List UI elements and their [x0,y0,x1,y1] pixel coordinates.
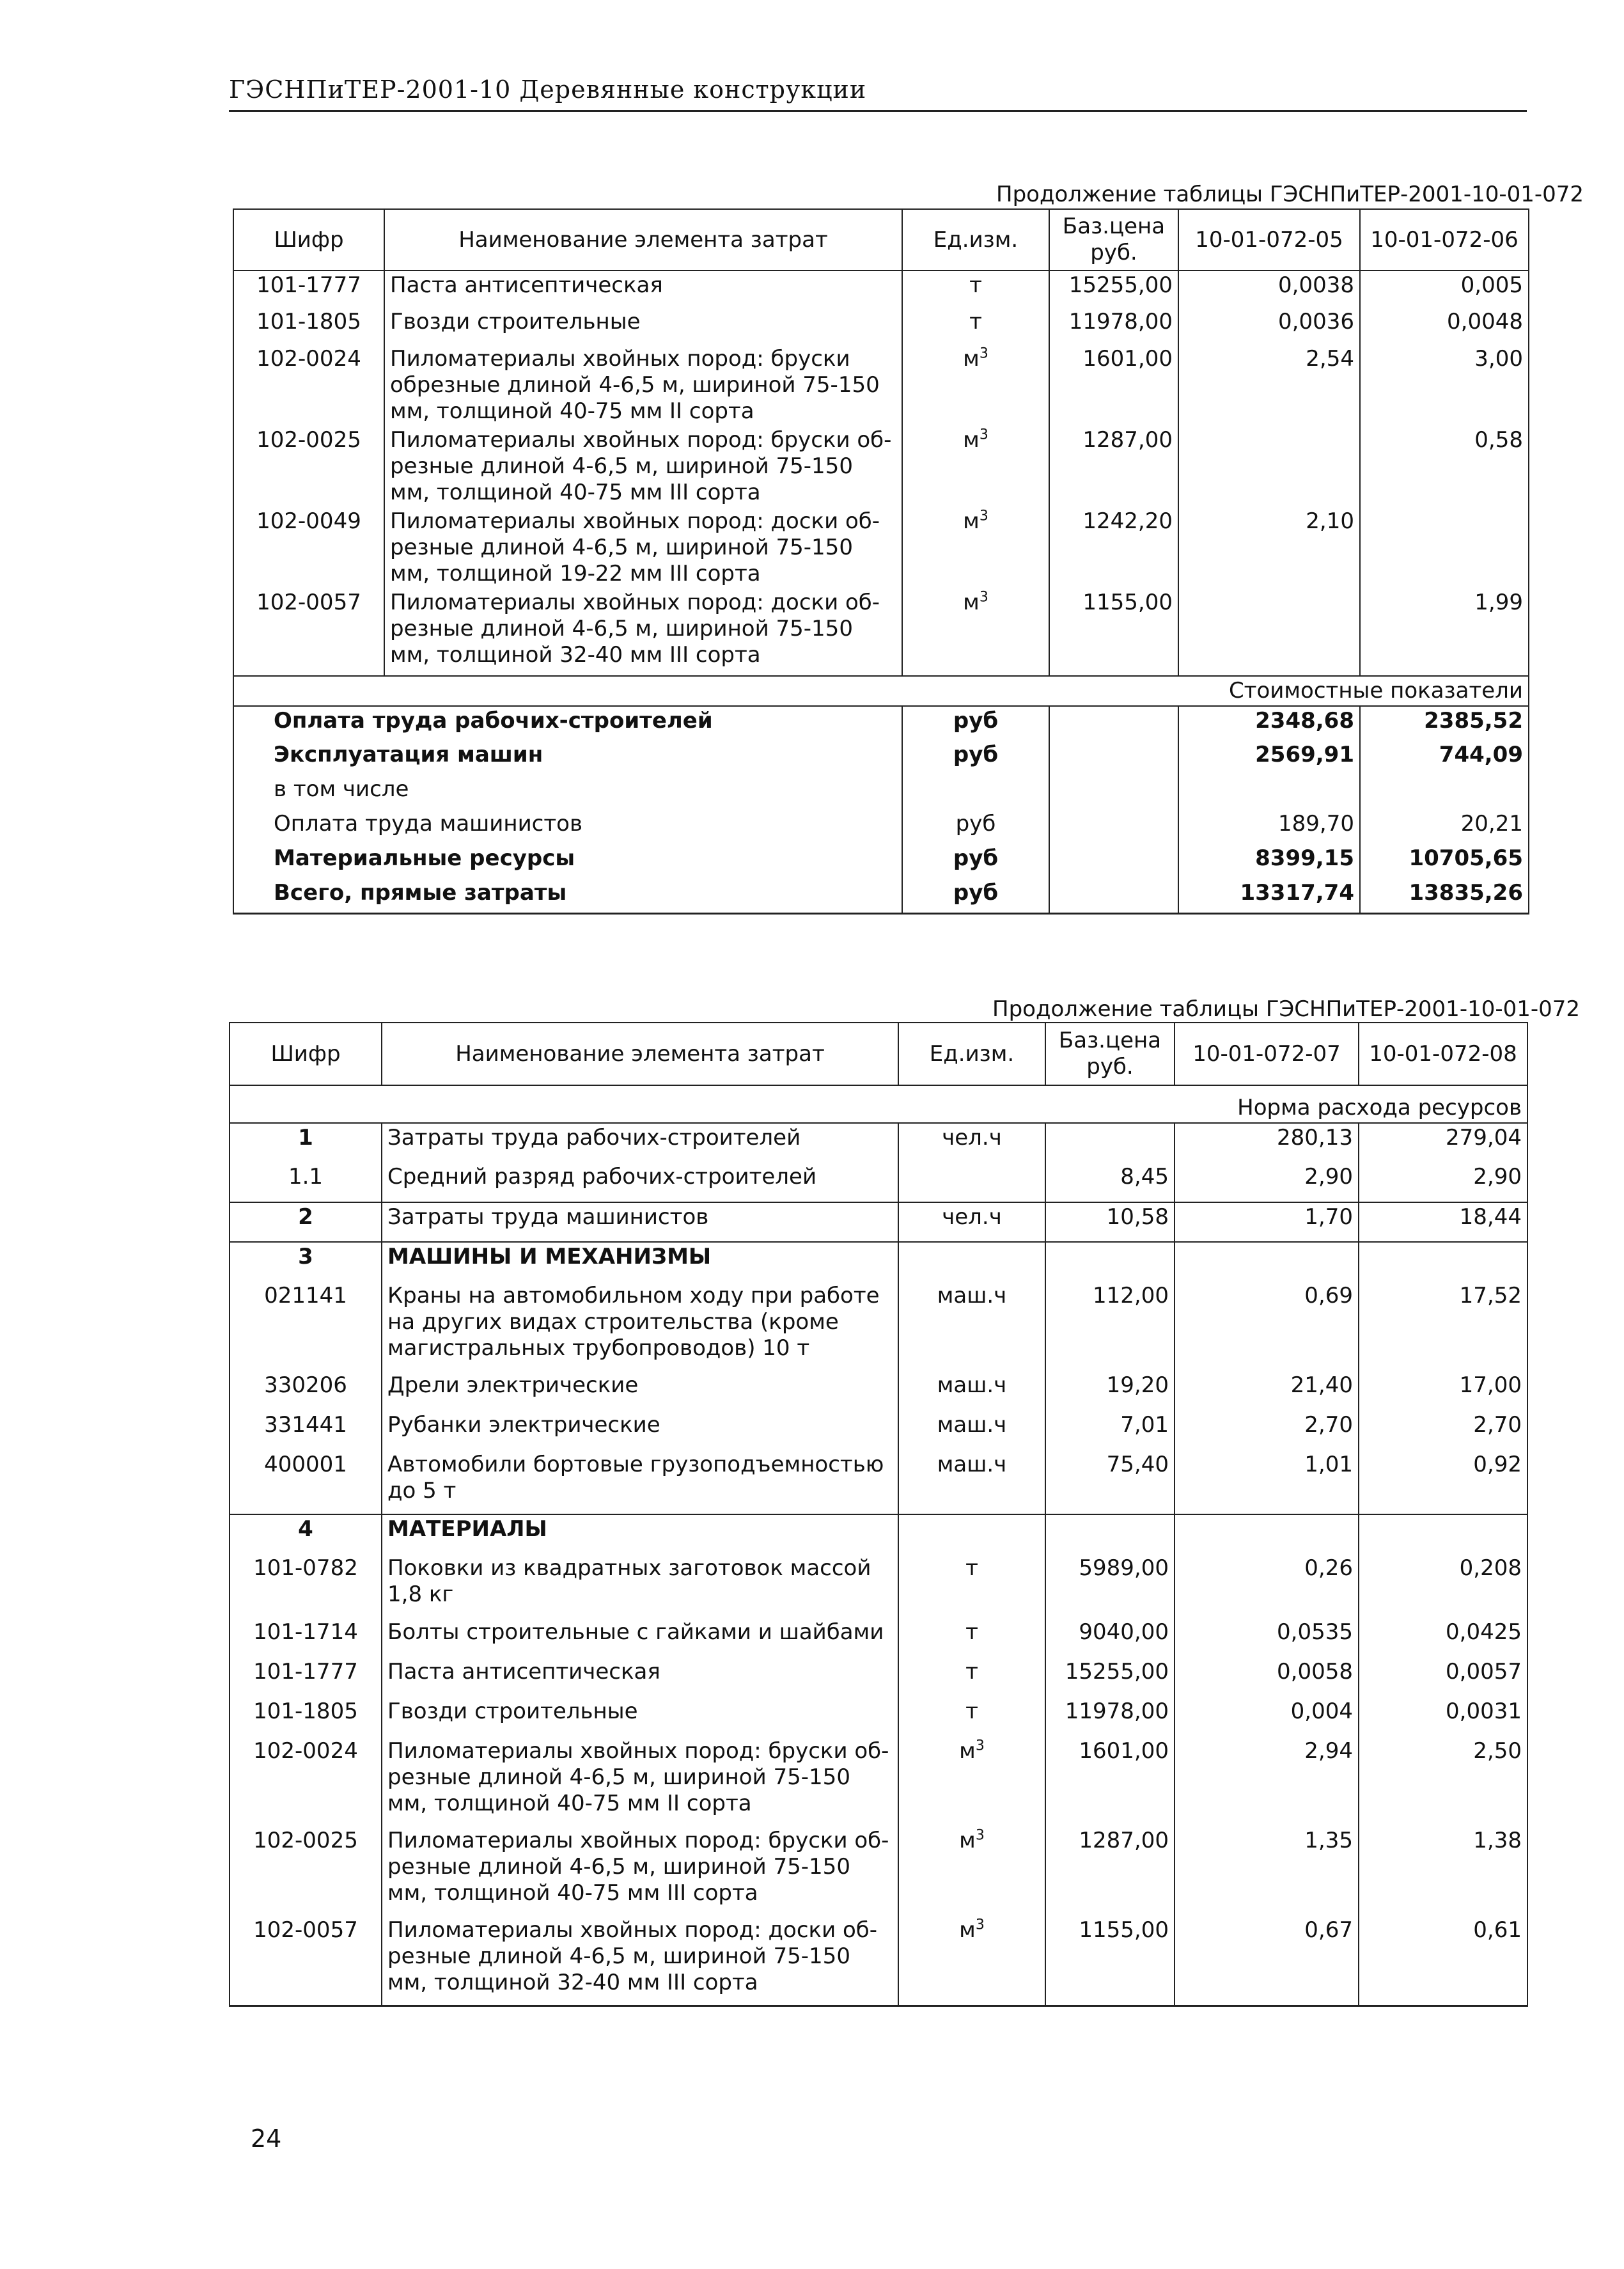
unit-cell: руб [902,706,1049,741]
table-row [230,1514,1527,1554]
table-row [230,1411,1527,1450]
value-cell [1359,1514,1527,1554]
unit-text: маш.ч [937,1283,1007,1308]
code-cell: 102-0024 [230,1737,382,1826]
price-cell: 1155,00 [1049,588,1178,670]
unit-cell: руб [902,810,1049,844]
value-cell: 2,94 [1175,1737,1359,1826]
unit-text: маш.ч [937,1372,1007,1398]
code-cell: 101-1805 [230,1697,382,1737]
unit-text: т [969,309,982,334]
value-cell: 2,50 [1359,1737,1527,1826]
unit-cell [902,271,1049,308]
name-cell: Пиломатериалы хвойных пород: бруски об-резные длиной 4-6,5 м, шириной 75-150 мм, толщиной 40-75 мм III сорта [384,426,902,507]
table-row [230,1450,1527,1514]
code-cell: 330206 [230,1371,382,1411]
spacer-cell [1178,670,1360,676]
unit-superscript: 3 [979,427,988,443]
price-cell: 15255,00 [1049,271,1178,308]
spacer-cell [1360,670,1529,676]
unit-text: м [963,346,980,372]
table-row [233,426,1529,507]
cost-label: Оплата труда рабочих-строителей [233,706,902,741]
unit-text: т [969,272,982,298]
value-cell [1178,426,1360,507]
price-cell: 5989,00 [1045,1554,1175,1618]
code-cell: 102-0025 [233,426,384,507]
value-cell: 2385,52 [1360,706,1529,741]
unit-cell [898,1697,1045,1737]
unit-text: т [965,1699,978,1724]
name-cell: Затраты труда рабочих-строителей [382,1123,898,1163]
value-cell [1178,588,1360,670]
page-number: 24 [251,2124,282,2153]
name-cell: Паста антисептическая [382,1658,898,1697]
name-cell: Гвозди строительные [382,1697,898,1737]
value-cell: 21,40 [1175,1371,1359,1411]
value-cell: 2,10 [1178,507,1360,588]
unit-cell [902,588,1049,670]
unit-cell [902,345,1049,426]
unit-cell [898,1450,1045,1514]
code-cell: 102-0024 [233,345,384,426]
price-cell: 1287,00 [1045,1826,1175,1916]
name-cell: Пиломатериалы хвойных пород: бруски об-резные длиной 4-6,5 м, шириной 75-150 мм, толщиной 40-75 мм II сорта [382,1737,898,1826]
value-cell: 0,0038 [1178,271,1360,308]
table-row [233,308,1529,345]
name-cell: Пиломатериалы хвойных пород: доски об-резные длиной 4-6,5 м, шириной 75-150 мм, толщиной 19-22 мм III сорта [384,507,902,588]
code-cell: 3 [230,1242,382,1282]
code-cell: 021141 [230,1282,382,1371]
value-cell: 1,35 [1175,1826,1359,1916]
price-cell: 112,00 [1045,1282,1175,1371]
table-row [233,345,1529,426]
header-unit: Ед.изм. [902,209,1049,271]
cost-row [233,775,1529,810]
header-col-07: 10-01-072-07 [1175,1023,1359,1085]
code-cell: 1.1 [230,1163,382,1202]
value-cell: 0,0057 [1359,1658,1527,1697]
code-cell: 101-1805 [233,308,384,345]
table-row [230,1371,1527,1411]
value-cell: 0,69 [1175,1282,1359,1371]
unit-cell [898,1826,1045,1916]
value-cell [1178,775,1360,810]
name-cell: Паста антисептическая [384,271,902,308]
value-cell: 0,0058 [1175,1658,1359,1697]
header-col-06: 10-01-072-06 [1360,209,1529,271]
header-unit: Ед.изм. [898,1023,1045,1085]
value-cell: 280,13 [1175,1123,1359,1163]
code-cell: 331441 [230,1411,382,1450]
cost-label: Всего, прямые затраты [233,879,902,913]
value-cell: 0,0535 [1175,1618,1359,1658]
unit-text: т [965,1555,978,1581]
cost-row [233,844,1529,879]
value-cell: 0,208 [1359,1554,1527,1618]
unit-cell [898,1737,1045,1826]
price-cell: 11978,00 [1049,308,1178,345]
unit-cell [902,426,1049,507]
running-head: ГЭСНПиТЕР-2001-10 Деревянные конструкции [229,75,867,104]
unit-superscript: 3 [979,589,988,606]
value-cell: 13317,74 [1178,879,1360,913]
table2-header-row [230,1023,1527,1085]
cost-label: в том числе [233,775,902,810]
value-cell: 1,70 [1175,1202,1359,1242]
table-row [230,1697,1527,1737]
header-name: Наименование элемента затрат [384,209,902,271]
cost-label: Материальные ресурсы [233,844,902,879]
table-row [230,1658,1527,1697]
unit-text: маш.ч [937,1412,1007,1438]
cost-row [233,879,1529,913]
code-cell: 102-0025 [230,1826,382,1916]
name-cell: Рубанки электрические [382,1411,898,1450]
price-cell: 10,58 [1045,1202,1175,1242]
header-col-05: 10-01-072-05 [1178,209,1360,271]
unit-cell [902,308,1049,345]
value-cell [1175,1514,1359,1554]
unit-cell [898,1123,1045,1163]
cost-section-row [233,676,1529,706]
resource-table-1 [233,208,1529,915]
spacer-cell [902,670,1049,676]
unit-cell [898,1242,1045,1282]
code-cell: 2 [230,1202,382,1242]
value-cell: 1,38 [1359,1826,1527,1916]
price-cell [1045,1242,1175,1282]
table-row [230,1202,1527,1242]
name-cell: Пиломатериалы хвойных пород: доски об-резные длиной 4-6,5 м, шириной 75-150 мм, толщиной 32-40 мм III сорта [384,588,902,670]
value-cell: 17,52 [1359,1282,1527,1371]
code-cell: 102-0049 [233,507,384,588]
value-cell: 20,21 [1360,810,1529,844]
norm-section-title: Норма расхода ресурсов [230,1085,1527,1123]
unit-text: м [963,590,980,615]
name-cell: Средний разряд рабочих-строителей [382,1163,898,1202]
price-cell: 1601,00 [1049,345,1178,426]
value-cell: 0,005 [1360,271,1529,308]
value-cell: 0,0048 [1360,308,1529,345]
value-cell: 13835,26 [1360,879,1529,913]
name-cell: Автомобили бортовые грузоподъемностью до 5 т [382,1450,898,1514]
code-cell: 101-1777 [230,1658,382,1697]
unit-cell: руб [902,741,1049,775]
price-cell [1045,1123,1175,1163]
unit-text: маш.ч [937,1452,1007,1477]
name-cell: МАТЕРИАЛЫ [382,1514,898,1554]
unit-text: т [965,1659,978,1684]
price-cell: 75,40 [1045,1450,1175,1514]
unit-superscript: 3 [979,345,988,362]
value-cell: 0,0036 [1178,308,1360,345]
table-row [233,271,1529,308]
table-row [230,1554,1527,1618]
table-row [233,588,1529,670]
unit-cell [898,1282,1045,1371]
table-row [230,1826,1527,1916]
name-cell: Гвозди строительные [384,308,902,345]
unit-superscript: 3 [975,1827,985,1844]
value-cell: 0,0425 [1359,1618,1527,1658]
unit-cell: руб [902,879,1049,913]
name-cell: Затраты труда машинистов [382,1202,898,1242]
name-cell: Краны на автомобильном ходу при работе на других видах строительства (кроме магистральных трубопроводов) 10 т [382,1282,898,1371]
value-cell [1360,507,1529,588]
price-cell: 15255,00 [1045,1658,1175,1697]
unit-cell [898,1411,1045,1450]
header-price: Баз.цена руб. [1045,1023,1175,1085]
name-cell: Дрели электрические [382,1371,898,1411]
value-cell: 0,67 [1175,1916,1359,2006]
price-cell [1049,810,1178,844]
unit-cell [898,1554,1045,1618]
value-cell: 10705,65 [1360,844,1529,879]
price-cell [1049,879,1178,913]
unit-cell [902,775,1049,810]
table-row [230,1618,1527,1658]
value-cell: 279,04 [1359,1123,1527,1163]
header-name: Наименование элемента затрат [382,1023,898,1085]
value-cell: 2,90 [1359,1163,1527,1202]
price-cell: 1242,20 [1049,507,1178,588]
price-cell: 19,20 [1045,1371,1175,1411]
header-code: Шифр [233,209,384,271]
table-row [230,1737,1527,1826]
price-cell [1049,741,1178,775]
code-cell: 400001 [230,1450,382,1514]
norm-section-row [230,1085,1527,1123]
value-cell: 2569,91 [1178,741,1360,775]
unit-text: м [959,1738,976,1764]
code-cell: 4 [230,1514,382,1554]
code-cell: 102-0057 [233,588,384,670]
price-cell [1049,775,1178,810]
value-cell [1359,1242,1527,1282]
value-cell: 1,01 [1175,1450,1359,1514]
cost-label: Эксплуатация машин [233,741,902,775]
unit-cell [898,1658,1045,1697]
spacer-cell [384,670,902,676]
value-cell: 0,61 [1359,1916,1527,2006]
unit-cell: руб [902,844,1049,879]
value-cell: 189,70 [1178,810,1360,844]
cost-row [233,741,1529,775]
unit-cell [898,1371,1045,1411]
price-cell: 1287,00 [1049,426,1178,507]
unit-text: м [963,427,980,453]
unit-cell [902,507,1049,588]
spacer-cell [1049,670,1178,676]
price-cell: 8,45 [1045,1163,1175,1202]
header-rule [229,110,1527,112]
unit-text: чел.ч [942,1204,1002,1230]
value-cell: 0,92 [1359,1450,1527,1514]
price-cell: 11978,00 [1045,1697,1175,1737]
table-row [230,1916,1527,2006]
table-row [230,1282,1527,1371]
value-cell: 8399,15 [1178,844,1360,879]
value-cell: 2,70 [1359,1411,1527,1450]
value-cell: 0,004 [1175,1697,1359,1737]
price-cell [1049,706,1178,741]
code-cell: 101-0782 [230,1554,382,1618]
code-cell: 1 [230,1123,382,1163]
price-cell: 1601,00 [1045,1737,1175,1826]
cost-section-title: Стоимостные показатели [233,676,1529,706]
value-cell: 744,09 [1360,741,1529,775]
unit-text: т [965,1619,978,1645]
unit-text: чел.ч [942,1125,1002,1150]
value-cell [1360,775,1529,810]
unit-superscript: 3 [975,1917,985,1933]
value-cell: 2348,68 [1178,706,1360,741]
unit-superscript: 3 [979,508,988,524]
code-cell: 101-1714 [230,1618,382,1658]
value-cell: 0,26 [1175,1554,1359,1618]
table-row [230,1163,1527,1202]
price-cell: 9040,00 [1045,1618,1175,1658]
table2-caption: Продолжение таблицы ГЭСНПиТЕР-2001-10-01-072 [992,996,1581,1022]
name-cell: Пиломатериалы хвойных пород: бруски обрезные длиной 4-6,5 м, шириной 75-150 мм, толщиной 40-75 мм II сорта [384,345,902,426]
code-cell: 102-0057 [230,1916,382,2006]
cost-label: Оплата труда машинистов [233,810,902,844]
value-cell: 18,44 [1359,1202,1527,1242]
table-row [230,1123,1527,1163]
price-cell: 7,01 [1045,1411,1175,1450]
header-col-08: 10-01-072-08 [1359,1023,1527,1085]
price-cell [1049,844,1178,879]
name-cell: МАШИНЫ И МЕХАНИЗМЫ [382,1242,898,1282]
unit-cell [898,1514,1045,1554]
value-cell: 17,00 [1359,1371,1527,1411]
cost-row [233,810,1529,844]
unit-text: м [959,1917,976,1943]
cost-row [233,706,1529,741]
code-cell: 101-1777 [233,271,384,308]
value-cell: 2,70 [1175,1411,1359,1450]
name-cell: Поковки из квадратных заготовок массой 1,8 кг [382,1554,898,1618]
value-cell [1175,1242,1359,1282]
header-code: Шифр [230,1023,382,1085]
table-row [230,1242,1527,1282]
value-cell: 1,99 [1360,588,1529,670]
unit-cell [898,1163,1045,1202]
unit-superscript: 3 [975,1738,985,1754]
unit-cell [898,1916,1045,2006]
unit-cell [898,1618,1045,1658]
unit-text: м [959,1828,976,1853]
price-cell: 1155,00 [1045,1916,1175,2006]
spacer-row [233,670,1529,676]
unit-text: м [963,508,980,534]
name-cell: Пиломатериалы хвойных пород: бруски об-резные длиной 4-6,5 м, шириной 75-150 мм, толщиной 40-75 мм III сорта [382,1826,898,1916]
resource-table-2 [229,1022,1528,2007]
unit-cell [898,1202,1045,1242]
value-cell: 2,90 [1175,1163,1359,1202]
value-cell: 0,58 [1360,426,1529,507]
name-cell: Пиломатериалы хвойных пород: доски об-резные длиной 4-6,5 м, шириной 75-150 мм, толщиной 32-40 мм III сорта [382,1916,898,2006]
price-cell [1045,1514,1175,1554]
name-cell: Болты строительные с гайками и шайбами [382,1618,898,1658]
header-price: Баз.цена руб. [1049,209,1178,271]
spacer-cell [233,670,384,676]
table1-header-row [233,209,1529,271]
value-cell: 2,54 [1178,345,1360,426]
table-row [233,507,1529,588]
table1-caption: Продолжение таблицы ГЭСНПиТЕР-2001-10-01-072 [996,182,1584,207]
value-cell: 3,00 [1360,345,1529,426]
value-cell: 0,0031 [1359,1697,1527,1737]
